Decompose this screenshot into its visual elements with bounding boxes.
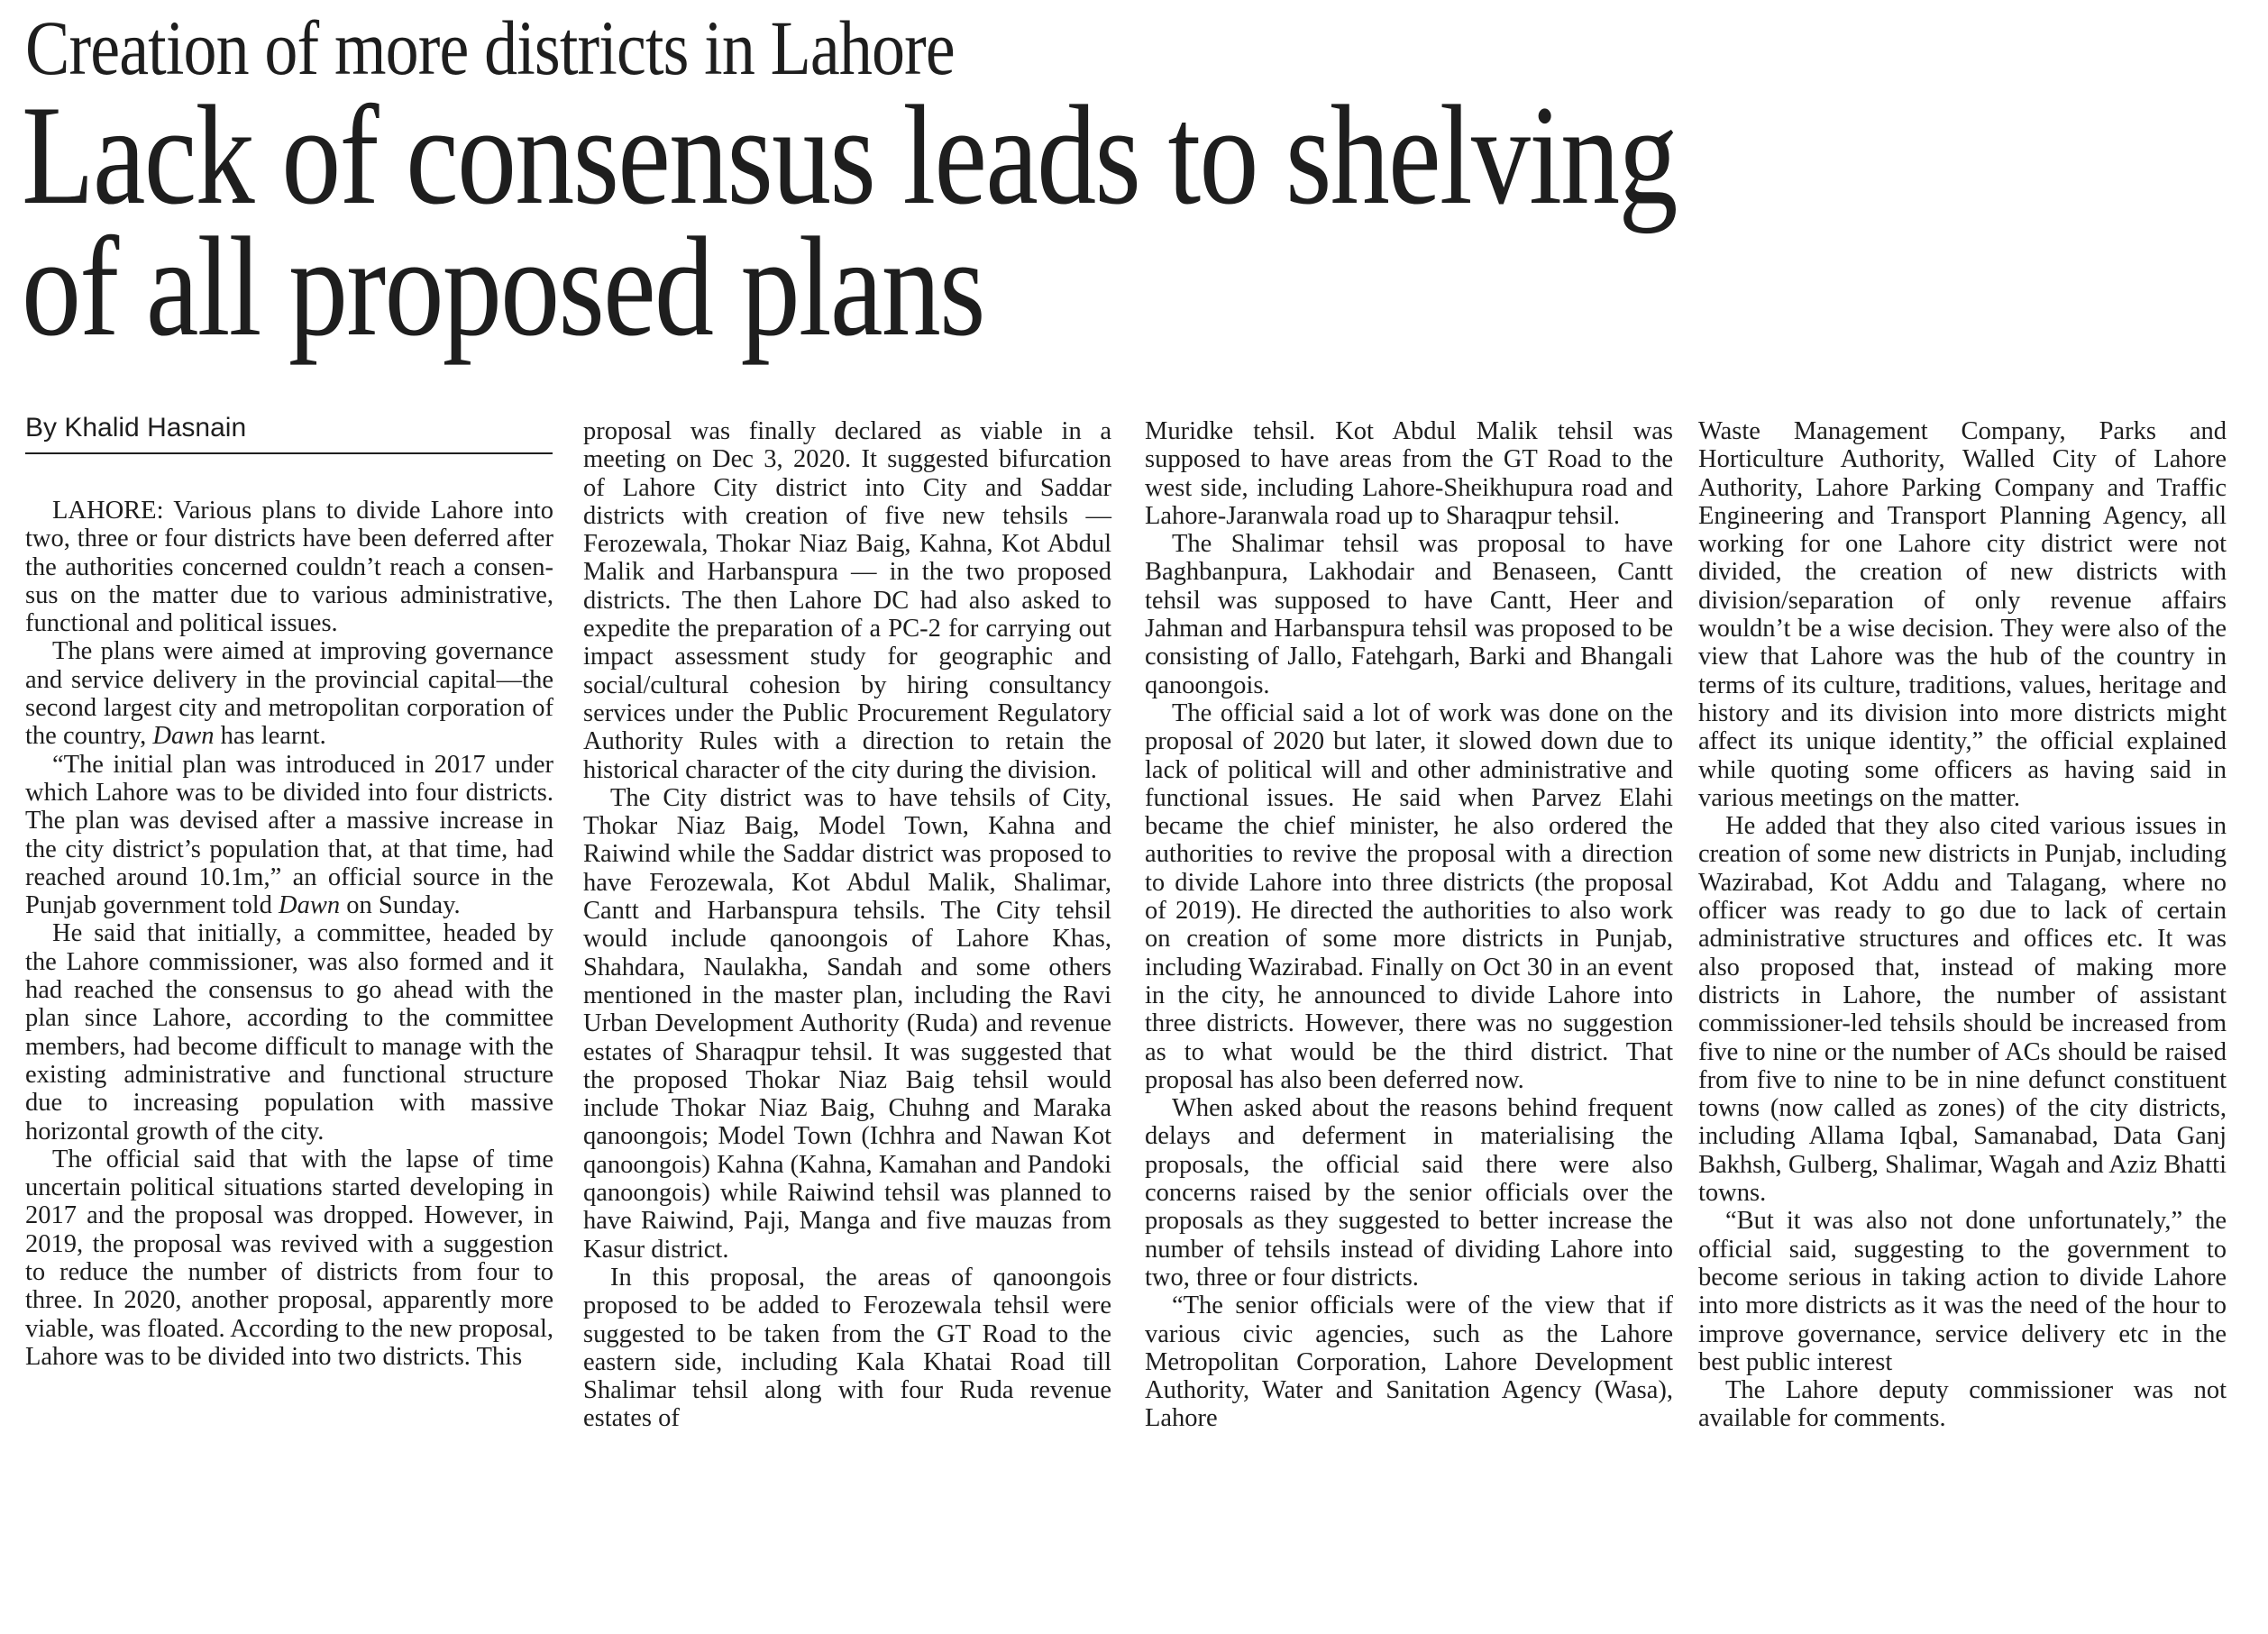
paragraph: The City district was to have tehsils of City, Thokar Niaz Baig, Model Town, Kahna and Raiwind while the Saddar district was proposed to have Ferozewala, Kot Abdul Malik, Shalimar, Cantt and Harbanspura tehsils. The City tehsil would include qanoongois of Lahore Khas, Shahdara, Naulakha, Sandah and some others mentioned in the master plan, including the Ravi Urban Development Authority (Ruda) and revenue estates of Sharaqpur tehsil. It was suggested that the proposed Thokar Niaz Baig tehsil would include Thokar Niaz Baig, Chuhng and Maraka qanoongois; Model Town (Ichhra and Nawan Kot qanoongois) Kahna (Kahna, Kamahan and Pandoki qanoongois) while Raiwind tehsil was planned to have Raiwind, Paji, Manga and five mauzas from Kasur district. [583, 783, 1111, 1264]
paragraph: He said that initially, a committee, headed by the Lahore commissioner, was also formed and it had reached the consensus to go ahead with the plan since Lahore, according to the committee members, had become difficult to manage with the existing administrative and functional structure due to increasing population with massive horizontal growth of the city. [25, 919, 553, 1146]
byline: By Khalid Hasnain [25, 413, 247, 443]
paragraph-continued: Muridke tehsil. Kot Abdul Malik tehsil was supposed to have areas from the GT Road to the west side, including Lahore-Sheikhupura road and Lahore-Jaranwala road up to Sharaqpur tehsil. [1145, 417, 1673, 530]
paragraph: The official said a lot of work was done on the proposal of 2020 but later, it slowed down due to lack of political will and other administrative and functional issues. He said when Parvez Elahi became the chief minister, he also ordered the authorities to revive the proposal with a direction to divide Lahore into three districts (the proposal of 2019). He directed the authorities to also work on creation of some more districts in Punjab, including Wazirabad. Finally on Oct 30 in an event in the city, he announced to divide Lahore into three districts. However, there was no suggestion as to what would be the third district. That proposal has also been deferred now. [1145, 698, 1673, 1094]
paragraph: When asked about the reasons behind frequent delays and deferment in materialising the proposals, the official said there were also concerns raised by the senior officials over the proposals as they suggested to better increase the number of tehsils instead of dividing Lahore into two, three or four districts. [1145, 1094, 1673, 1292]
paragraph: He added that they also cited various issues in creation of some new districts in Punjab, including Wazirabad, Kot Addu and Talagang, where no officer was ready to go due to lack of certain administrative structures and offices etc. It was also proposed that, instead of making more districts in Lahore, the number of assistant commissioner-led tehsils should be increased from five to nine or the number of ACs should be raised from five to nine to be in nine defunct constituent towns (now called as zones) of the city districts, including Allama Iqbal, Samanabad, Data Ganj Bakhsh, Gulberg, Shalimar, Wagah and Aziz Bhatti towns. [1698, 812, 2227, 1208]
paragraph: “But it was also not done unfortunately,” the official said, suggesting to the government to become serious in taking action to divide Lahore into more districts as it was the need of the hour to improve governance, service delivery etc in the best public interest [1698, 1207, 2227, 1376]
headline-line-2: of all proposed plans [22, 208, 984, 366]
paragraph: The plans were aimed at improving governance and service delivery in the provincial capital—the second largest city and metropolitan corporation of the country, Dawn has learnt. [25, 637, 553, 751]
paragraph-continued: Waste Management Company, Parks and Horticulture Authority, Walled City of Lahore Authority, Lahore Parking Company and Traffic Engineering and Transport Planning Agency, all working for one Lahore city district were not divided, the creation of new districts with division/separation of only revenue affairs wouldn’t be a wise decision. They were also of the view that Lahore was the hub of the country in terms of its culture, traditions, values, heritage and history and its division into more districts might affect its unique identity,” the official explained while quoting some officers as having said in various meetings on the matter. [1698, 417, 2227, 812]
article-column-3 [1145, 417, 1673, 1433]
paragraph: “The initial plan was introduced in 2017 under which Lahore was to be divided into four districts. The plan was devised after a massive increase in the city district’s population that, at that time, had reached around 10.1m,” an official source in the Punjab government told Dawn on Sunday. [25, 750, 553, 920]
paragraph: The Lahore deputy commissioner was not available for comments. [1698, 1376, 2227, 1433]
article-column-2 [583, 417, 1111, 1433]
headline [22, 77, 1677, 366]
paragraph: “The senior officials were of the view that if various civic agencies, such as the Lahore Metropolitan Corporation, Lahore Development Authority, Water and Sanitation Agency (Wasa), Lahore [1145, 1292, 1673, 1433]
paragraph-continued: proposal was finally declared as viable in a meeting on Dec 3, 2020. It suggested bifurcation of Lahore City district into City and Saddar districts with creation of five new tehsils — Ferozewala, Thokar Niaz Baig, Kahna, Kot Abdul Malik and Harbanspura — in the two proposed districts. The then Lahore DC had also asked to expedite the preparation of a PC-2 for carrying out impact assessment study for geographic and social/cultural cohesion by hiring consultancy services under the Public Procurement Regulatory Authority Rules with a direction to retain the historical character of the city during the division. [583, 417, 1111, 784]
paragraph: The Shalimar tehsil was proposal to have Baghbanpura, Lakhodair and Benaseen, Cantt tehsil was supposed to have Cantt, Heer and Jahman and Harbanspura tehsil was proposed to be consisting of Jallo, Fatehgarh, Barki and Bhangali qanoongois. [1145, 530, 1673, 699]
publication-name: Dawn [152, 722, 215, 751]
publication-name: Dawn [279, 891, 341, 920]
kicker-heading: Creation of more districts in Lahore [25, 5, 955, 91]
article-column-1 [25, 497, 553, 1371]
headline-line-1: Lack of consensus leads to shelving [22, 77, 1677, 234]
paragraph: The official said that with the lapse of time uncertain political situations started developing in 2017 and the proposal was dropped. However, in 2019, the proposal was revived with a suggestion to reduce the number of districts from four to three. In 2020, another proposal, apparently more viable, was floated. According to the new proposal, Lahore was to be divided into two districts. This [25, 1145, 553, 1371]
paragraph: LAHORE: Various plans to divide Lahore into two, three or four districts have been deferred after the authorities concerned couldn’t reach a consensus on the matter due to various administrative, functional and political issues. [25, 497, 553, 638]
article-column-4 [1698, 417, 2227, 1433]
paragraph: In this proposal, the areas of qanoongois proposed to be added to Ferozewala tehsil were suggested to be taken from the GT Road to the eastern side, including Kala Khatai Road till Shalimar tehsil along with four Ruda revenue estates of [583, 1263, 1111, 1433]
byline-block [25, 410, 553, 454]
byline-divider [25, 452, 553, 454]
